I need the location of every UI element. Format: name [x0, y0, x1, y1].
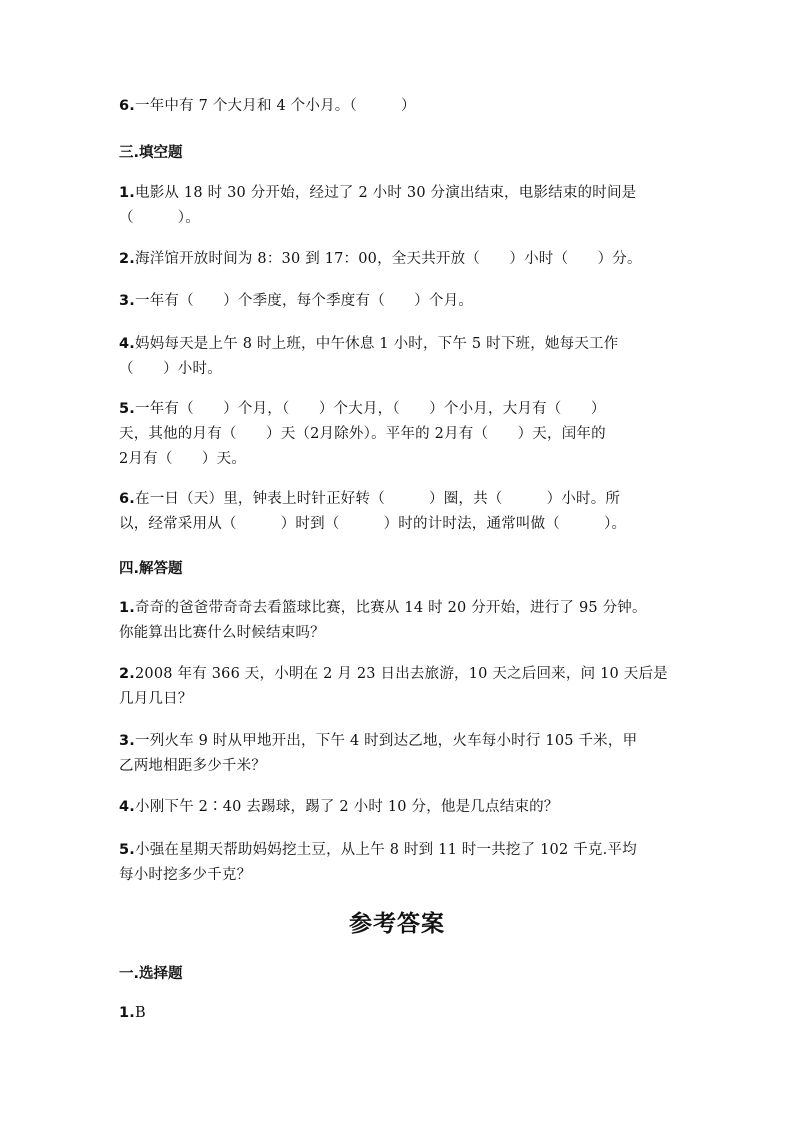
- question-line: 乙两地相距多少千米？: [119, 758, 266, 774]
- question-line: （ ）。: [119, 210, 200, 226]
- answer-number: 1.: [119, 1005, 135, 1021]
- question-number: 4.: [119, 336, 135, 352]
- question-number: 6.: [119, 491, 135, 507]
- question-text: 一年中有 7 个大月和 4 个小月。（ ）: [135, 98, 416, 114]
- question-line: 小强在星期天帮助妈妈挖土豆，从上午 8 时到 11 时一共挖了 102 千克.平均: [135, 842, 637, 858]
- problem-question-4: [119, 795, 679, 820]
- question-line: 你能算出比赛什么时候结束吗？: [119, 625, 325, 641]
- fill-question-3: [119, 289, 679, 314]
- question-number: 5.: [119, 842, 135, 858]
- problem-question-2: [119, 662, 679, 712]
- question-line: 每小时挖多少千克？: [119, 867, 252, 883]
- question-line: 一列火车 9 时从甲地开出，下午 4 时到达乙地，火车每小时行 105 千米，甲: [135, 733, 638, 749]
- question-line: 2月有（ ）天。: [119, 451, 247, 467]
- section-heading-fill-in: 三.填空题: [119, 145, 183, 161]
- problem-question-3: [119, 729, 679, 779]
- fill-question-5: [119, 397, 679, 472]
- question-number: 3.: [119, 293, 135, 309]
- question-line: 电影从 18 时 30 分开始，经过了 2 小时 30 分演出结束，电影结束的时间是: [135, 185, 637, 201]
- answers-section-heading: 一.选择题: [119, 966, 183, 982]
- question-line: 在一日（天）里，钟表上时针正好转（ ）圈，共（ ）小时。所: [135, 491, 621, 507]
- question-number: 1.: [119, 185, 135, 201]
- problem-question-1: [119, 596, 679, 646]
- fill-question-1: [119, 181, 679, 231]
- question-number: 6.: [119, 98, 135, 114]
- question-line: 天，其他的月有（ ）天（2月除外）。平年的 2月有（ ）天，闰年的: [119, 426, 606, 442]
- question-number: 5.: [119, 401, 135, 417]
- question-line: 2008 年有 366 天，小明在 2 月 23 日出去旅游，10 天之后回来，问 10 天后是: [135, 666, 668, 682]
- question-line: 以，经常采用从（ ）时到（ ）时的计时法，通常叫做（ ）。: [119, 516, 627, 532]
- question-number: 3.: [119, 733, 135, 749]
- section-heading-problems: 四.解答题: [119, 561, 183, 577]
- question-number: 1.: [119, 600, 135, 616]
- question-number: 2.: [119, 666, 135, 682]
- question-line: 一年有（ ）个月，（ ）个大月，（ ）个小月，大月有（ ）: [135, 401, 606, 417]
- question-number: 2.: [119, 251, 135, 267]
- question-line: 妈妈每天是上午 8 时上班，中午休息 1 小时，下午 5 时下班，她每天工作: [135, 336, 619, 352]
- fill-question-2: [119, 247, 679, 272]
- answer-item-1: [119, 1001, 679, 1026]
- fill-question-6: [119, 487, 679, 537]
- answers-title: 参考答案: [349, 911, 445, 937]
- question-line: 一年有（ ）个季度，每个季度有（ ）个月。: [135, 293, 474, 309]
- answer-text: B: [135, 1005, 146, 1021]
- question-line: 海洋馆开放时间为 8：30 到 17：00，全天共开放（ ）小时（ ）分。: [135, 251, 642, 267]
- judgment-question-6: [119, 94, 679, 119]
- question-line: 几月几日？: [119, 691, 193, 707]
- question-line: 奇奇的爸爸带奇奇去看篮球比赛，比赛从 14 时 20 分开始，进行了 95 分钟。: [135, 600, 647, 616]
- question-line: 小刚下午 2∶40 去踢球，踢了 2 小时 10 分，他是几点结束的？: [135, 799, 559, 815]
- question-line: （ ）小时。: [119, 361, 222, 377]
- question-number: 4.: [119, 799, 135, 815]
- problem-question-5: [119, 838, 679, 888]
- fill-question-4: [119, 332, 679, 382]
